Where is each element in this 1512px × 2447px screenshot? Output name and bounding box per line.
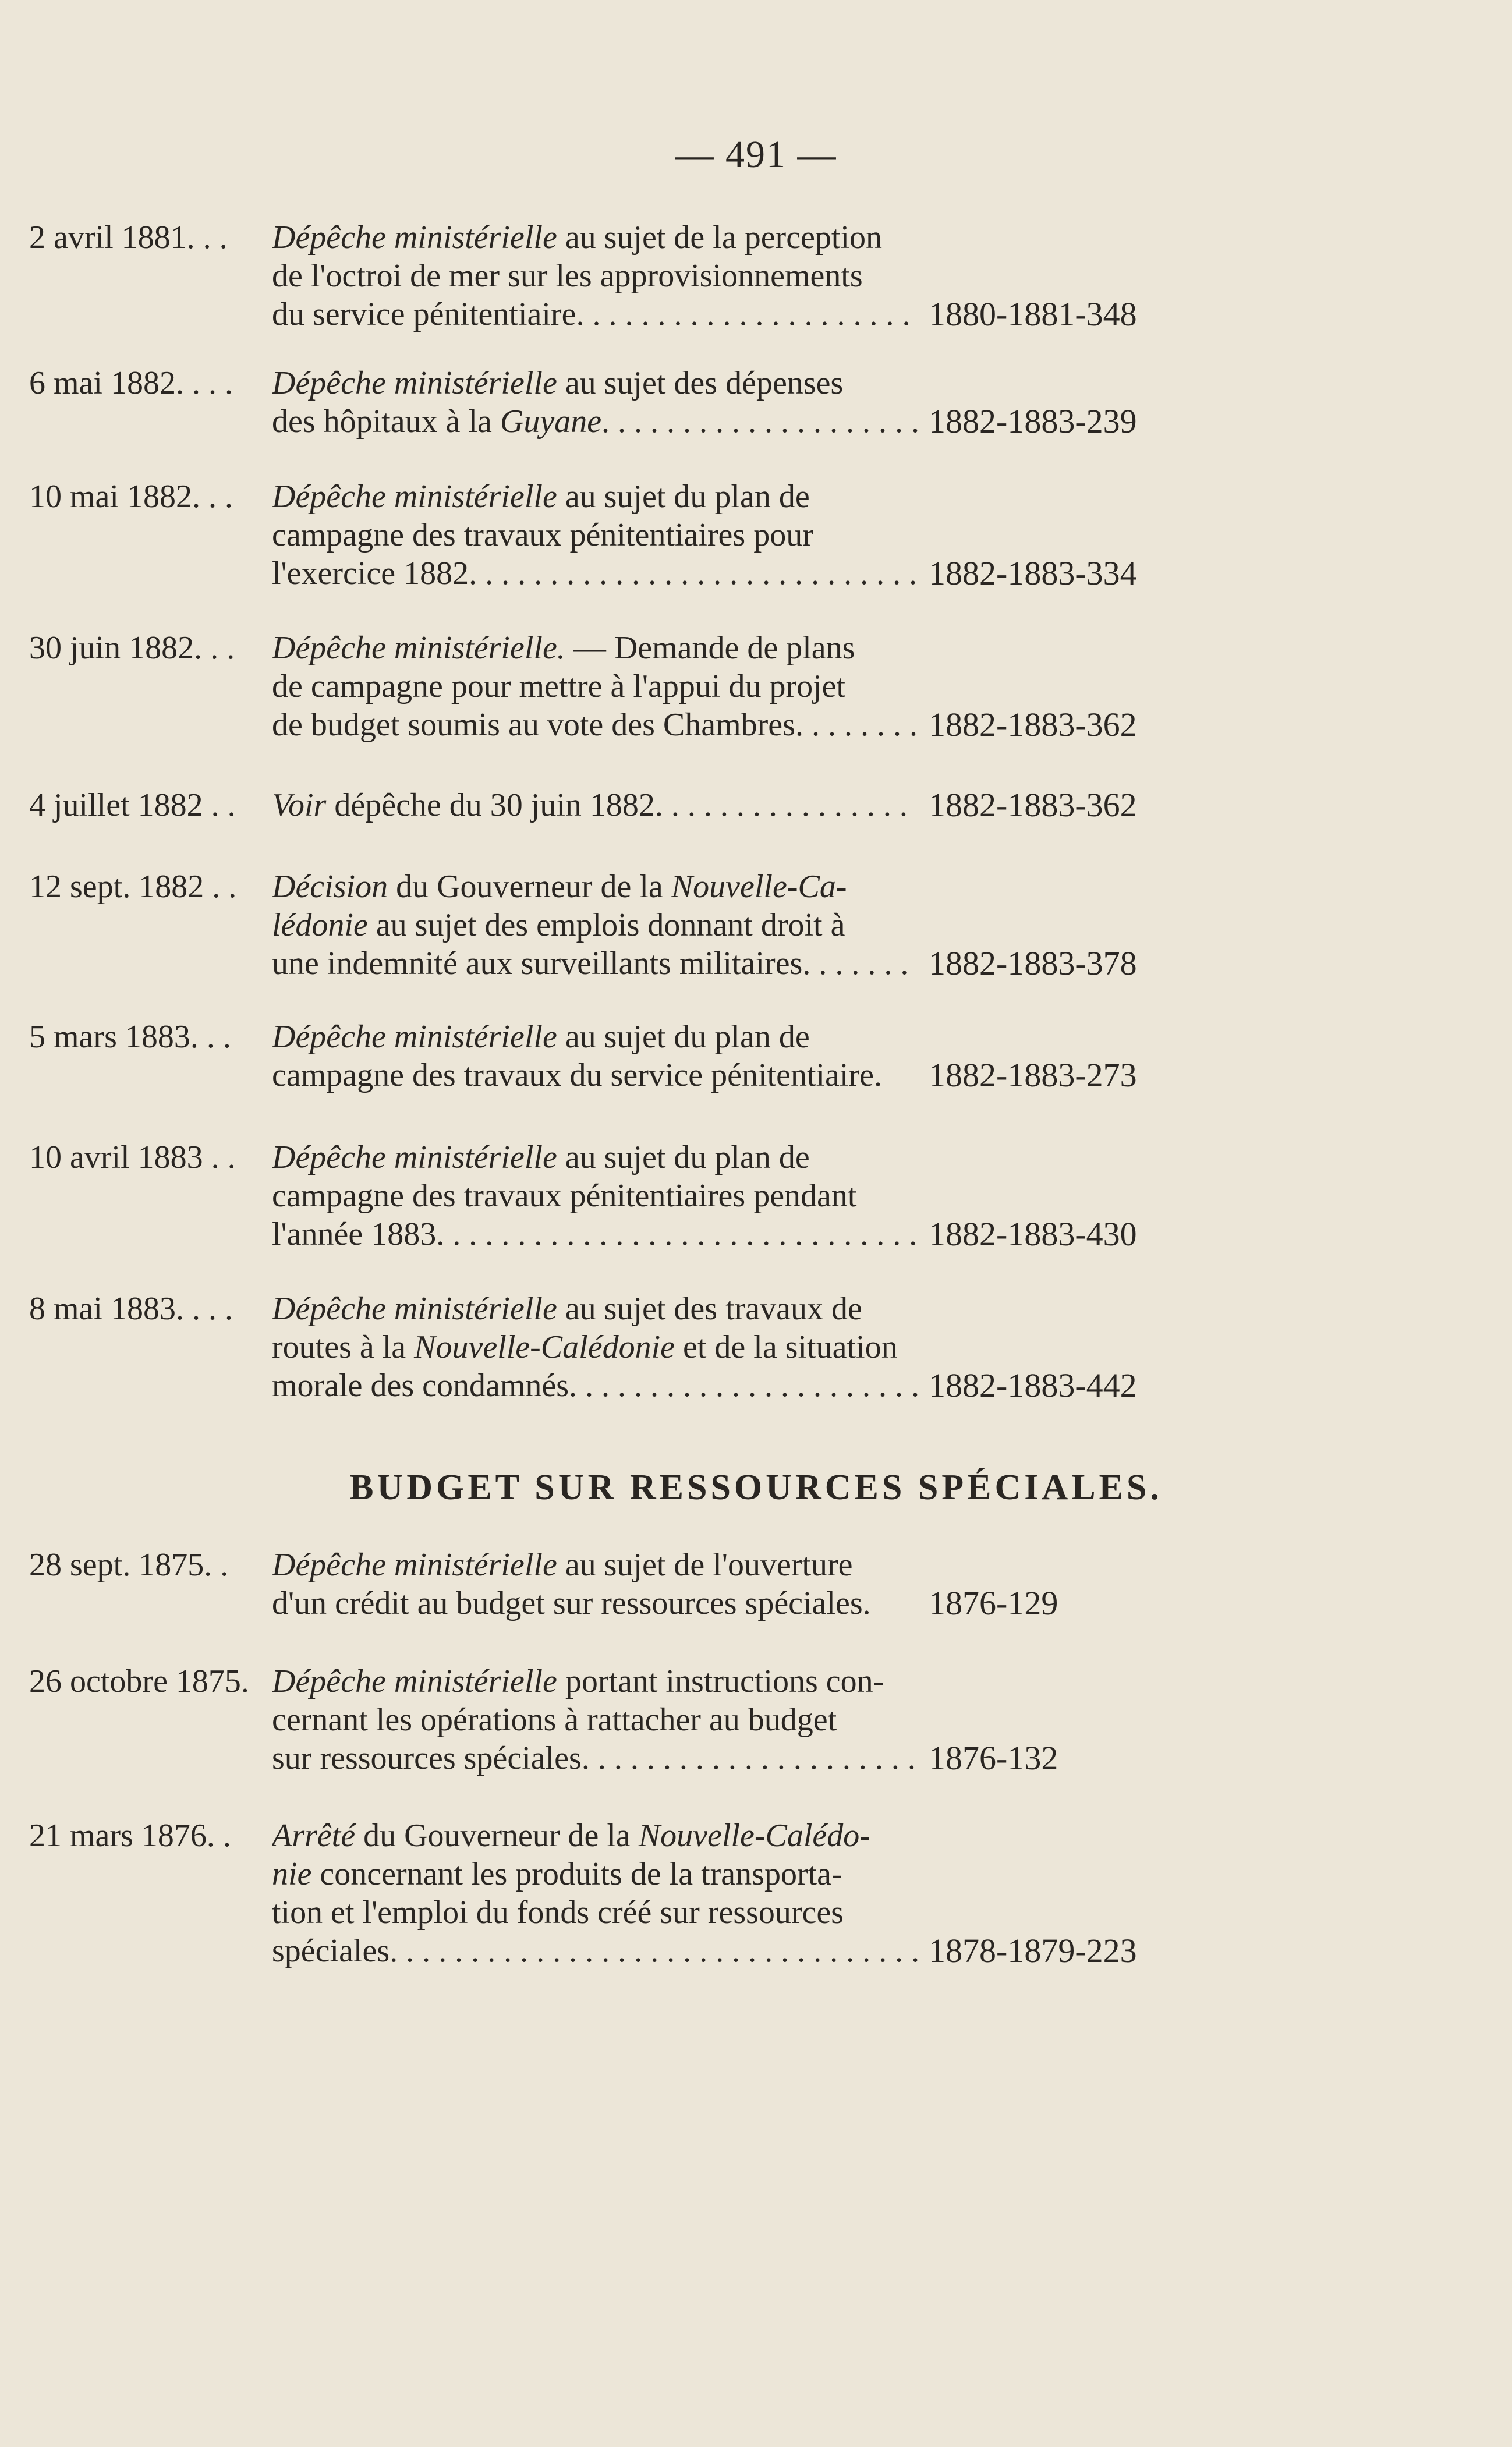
leader-dots (802, 945, 918, 982)
leader-dots (576, 296, 918, 332)
italic-text: Dépêche ministérielle (272, 1019, 557, 1055)
italic-text: Guyane (500, 403, 602, 440)
description-line (272, 1932, 918, 1970)
description-line (272, 1018, 918, 1056)
description-line (272, 554, 918, 593)
text-segment: dépêche du 30 juin 1882 (326, 787, 655, 823)
leader-dots (389, 1933, 918, 1969)
reference-number: 1876-132 (929, 1739, 1058, 1777)
leader-dots (795, 707, 918, 743)
entry-date: 10 avril 1883 . . (29, 1139, 236, 1175)
italic-text: Dépêche ministérielle. (272, 630, 565, 666)
description-line (272, 706, 918, 744)
italic-text: Nouvelle-Calédo- (638, 1818, 870, 1854)
text-segment: du Gouverneur de la (355, 1818, 639, 1854)
reference-number: 1882-1883-378 (929, 944, 1137, 982)
text-segment: de budget soumis au vote des Chambres (272, 707, 795, 743)
text-segment: au sujet du plan de (557, 479, 810, 515)
description-line (272, 1328, 918, 1366)
text-segment: spéciales (272, 1933, 390, 1969)
italic-text: Dépêche ministérielle (272, 1291, 557, 1327)
description-line (272, 1366, 918, 1405)
text-segment: une indemnité aux surveillants militaires (272, 945, 803, 982)
description-line (272, 1177, 918, 1215)
text-segment: campagne des travaux du service pénitentiaire. (272, 1057, 882, 1093)
entry-date: 26 octobre 1875. (29, 1663, 249, 1699)
description-line (272, 786, 918, 824)
italic-text: Dépêche ministérielle (272, 1547, 557, 1583)
reference-number: 1882-1883-430 (929, 1215, 1137, 1253)
description-line (272, 1215, 918, 1253)
reference-number: 1882-1883-334 (929, 554, 1137, 592)
description-line (272, 1056, 918, 1095)
italic-text: nie (272, 1856, 312, 1892)
text-segment: morale des condamnés (272, 1368, 569, 1404)
text-segment: des hôpitaux à la (272, 403, 500, 440)
leader-dots (582, 1740, 918, 1776)
text-segment: routes à la (272, 1329, 415, 1365)
entry-date: 21 mars 1876. . (29, 1818, 231, 1854)
entry-description (272, 364, 918, 441)
italic-text: Dépêche ministérielle (272, 479, 557, 515)
leader-dots (436, 1216, 918, 1252)
description-line (272, 295, 918, 334)
leader-dots (655, 787, 918, 823)
entry-description (272, 1816, 918, 1970)
entry-description (272, 1290, 918, 1405)
reference-number: 1876-129 (929, 1584, 1058, 1622)
reference-number: 1882-1883-442 (929, 1366, 1137, 1404)
text-segment: au sujet de la perception (557, 219, 883, 256)
reference-number: 1880-1881-348 (929, 295, 1137, 333)
description-line (272, 402, 918, 441)
italic-text: Nouvelle-Ca- (671, 869, 847, 905)
text-segment: du service pénitentiaire (272, 296, 576, 332)
text-segment: au sujet des travaux de (557, 1291, 862, 1327)
entry-date: 8 mai 1883. . . . (29, 1291, 233, 1327)
italic-text: lédonie (272, 907, 368, 943)
description-line (272, 667, 918, 706)
description-line (272, 364, 918, 402)
description-line (272, 1290, 918, 1328)
entry-description (272, 1138, 918, 1253)
description-line (272, 906, 918, 944)
text-segment: au sujet du plan de (557, 1139, 810, 1175)
description-line (272, 1584, 918, 1623)
entry-date: 30 juin 1882. . . (29, 630, 235, 666)
text-segment: campagne des travaux pénitentiaires pendant (272, 1178, 857, 1214)
entry-date: 6 mai 1882. . . . (29, 365, 233, 401)
description-line (272, 1701, 918, 1739)
italic-text: Nouvelle-Calédonie (414, 1329, 675, 1365)
section-title: BUDGET SUR RESSOURCES SPÉCIALES. (349, 1468, 1163, 1507)
entry-description (272, 477, 918, 593)
leader-dots (601, 403, 918, 440)
entry-date: 28 sept. 1875. . (29, 1547, 229, 1583)
italic-text: Dépêche ministérielle (272, 1663, 557, 1699)
text-segment: au sujet des emplois donnant droit à (367, 907, 845, 943)
entry-date: 4 juillet 1882 . . (29, 787, 236, 823)
text-segment: de campagne pour mettre à l'appui du projet (272, 668, 846, 704)
text-segment: d'un crédit au budget sur ressources spéciales. (272, 1585, 871, 1621)
description-line (272, 1138, 918, 1177)
italic-text: Dépêche ministérielle (272, 1139, 557, 1175)
text-segment: concernant les produits de la transporta- (311, 1856, 842, 1892)
reference-number: 1882-1883-239 (929, 402, 1137, 440)
entry-description (272, 1546, 918, 1623)
description-line (272, 1855, 918, 1893)
text-segment: l'exercice 1882 (272, 555, 469, 592)
description-line (272, 1816, 918, 1855)
entry-description (272, 629, 918, 744)
italic-text: Décision (272, 869, 388, 905)
entry-description (272, 1662, 918, 1777)
text-segment: l'année 1883 (272, 1216, 437, 1252)
text-segment: au sujet de l'ouverture (557, 1547, 853, 1583)
description-line (272, 477, 918, 516)
italic-text: Voir (272, 787, 327, 823)
italic-text: Arrêté (272, 1818, 356, 1854)
entry-date: 10 mai 1882. . . (29, 479, 233, 515)
entry-date: 2 avril 1881. . . (29, 219, 228, 256)
description-line (272, 516, 918, 554)
text-segment: cernant les opérations à rattacher au budget (272, 1702, 837, 1738)
leader-dots (469, 555, 918, 592)
text-segment: — Demande de plans (565, 630, 855, 666)
reference-number: 1882-1883-362 (929, 706, 1137, 743)
description-line (272, 1662, 918, 1701)
entry-description (272, 1018, 918, 1095)
description-line (272, 1546, 918, 1584)
entry-date: 5 mars 1883. . . (29, 1019, 231, 1055)
description-line (272, 944, 918, 983)
description-line (272, 867, 918, 906)
text-segment: portant instructions con- (557, 1663, 884, 1699)
reference-number: 1882-1883-362 (929, 786, 1137, 824)
text-segment: sur ressources spéciales (272, 1740, 582, 1776)
entry-date: 12 sept. 1882 . . (29, 869, 237, 905)
text-segment: du Gouverneur de la (388, 869, 671, 905)
description-line (272, 218, 918, 257)
entry-description (272, 867, 918, 983)
text-segment: de l'octroi de mer sur les approvisionnements (272, 258, 863, 294)
page-number: — 491 — (675, 133, 837, 176)
text-segment: tion et l'emploi du fonds créé sur ressources (272, 1894, 844, 1931)
description-line (272, 1893, 918, 1932)
reference-number: 1878-1879-223 (929, 1932, 1137, 1970)
description-line (272, 257, 918, 295)
text-segment: au sujet du plan de (557, 1019, 810, 1055)
italic-text: Dépêche ministérielle (272, 219, 557, 256)
reference-number: 1882-1883-273 (929, 1056, 1137, 1094)
description-line (272, 629, 918, 667)
italic-text: Dépêche ministérielle (272, 365, 557, 401)
entry-description (272, 218, 918, 334)
leader-dots (569, 1368, 918, 1404)
entry-description (272, 786, 918, 824)
text-segment: campagne des travaux pénitentiaires pour (272, 517, 813, 553)
text-segment: au sujet des dépenses (557, 365, 844, 401)
text-segment: et de la situation (675, 1329, 898, 1365)
description-line (272, 1739, 918, 1777)
